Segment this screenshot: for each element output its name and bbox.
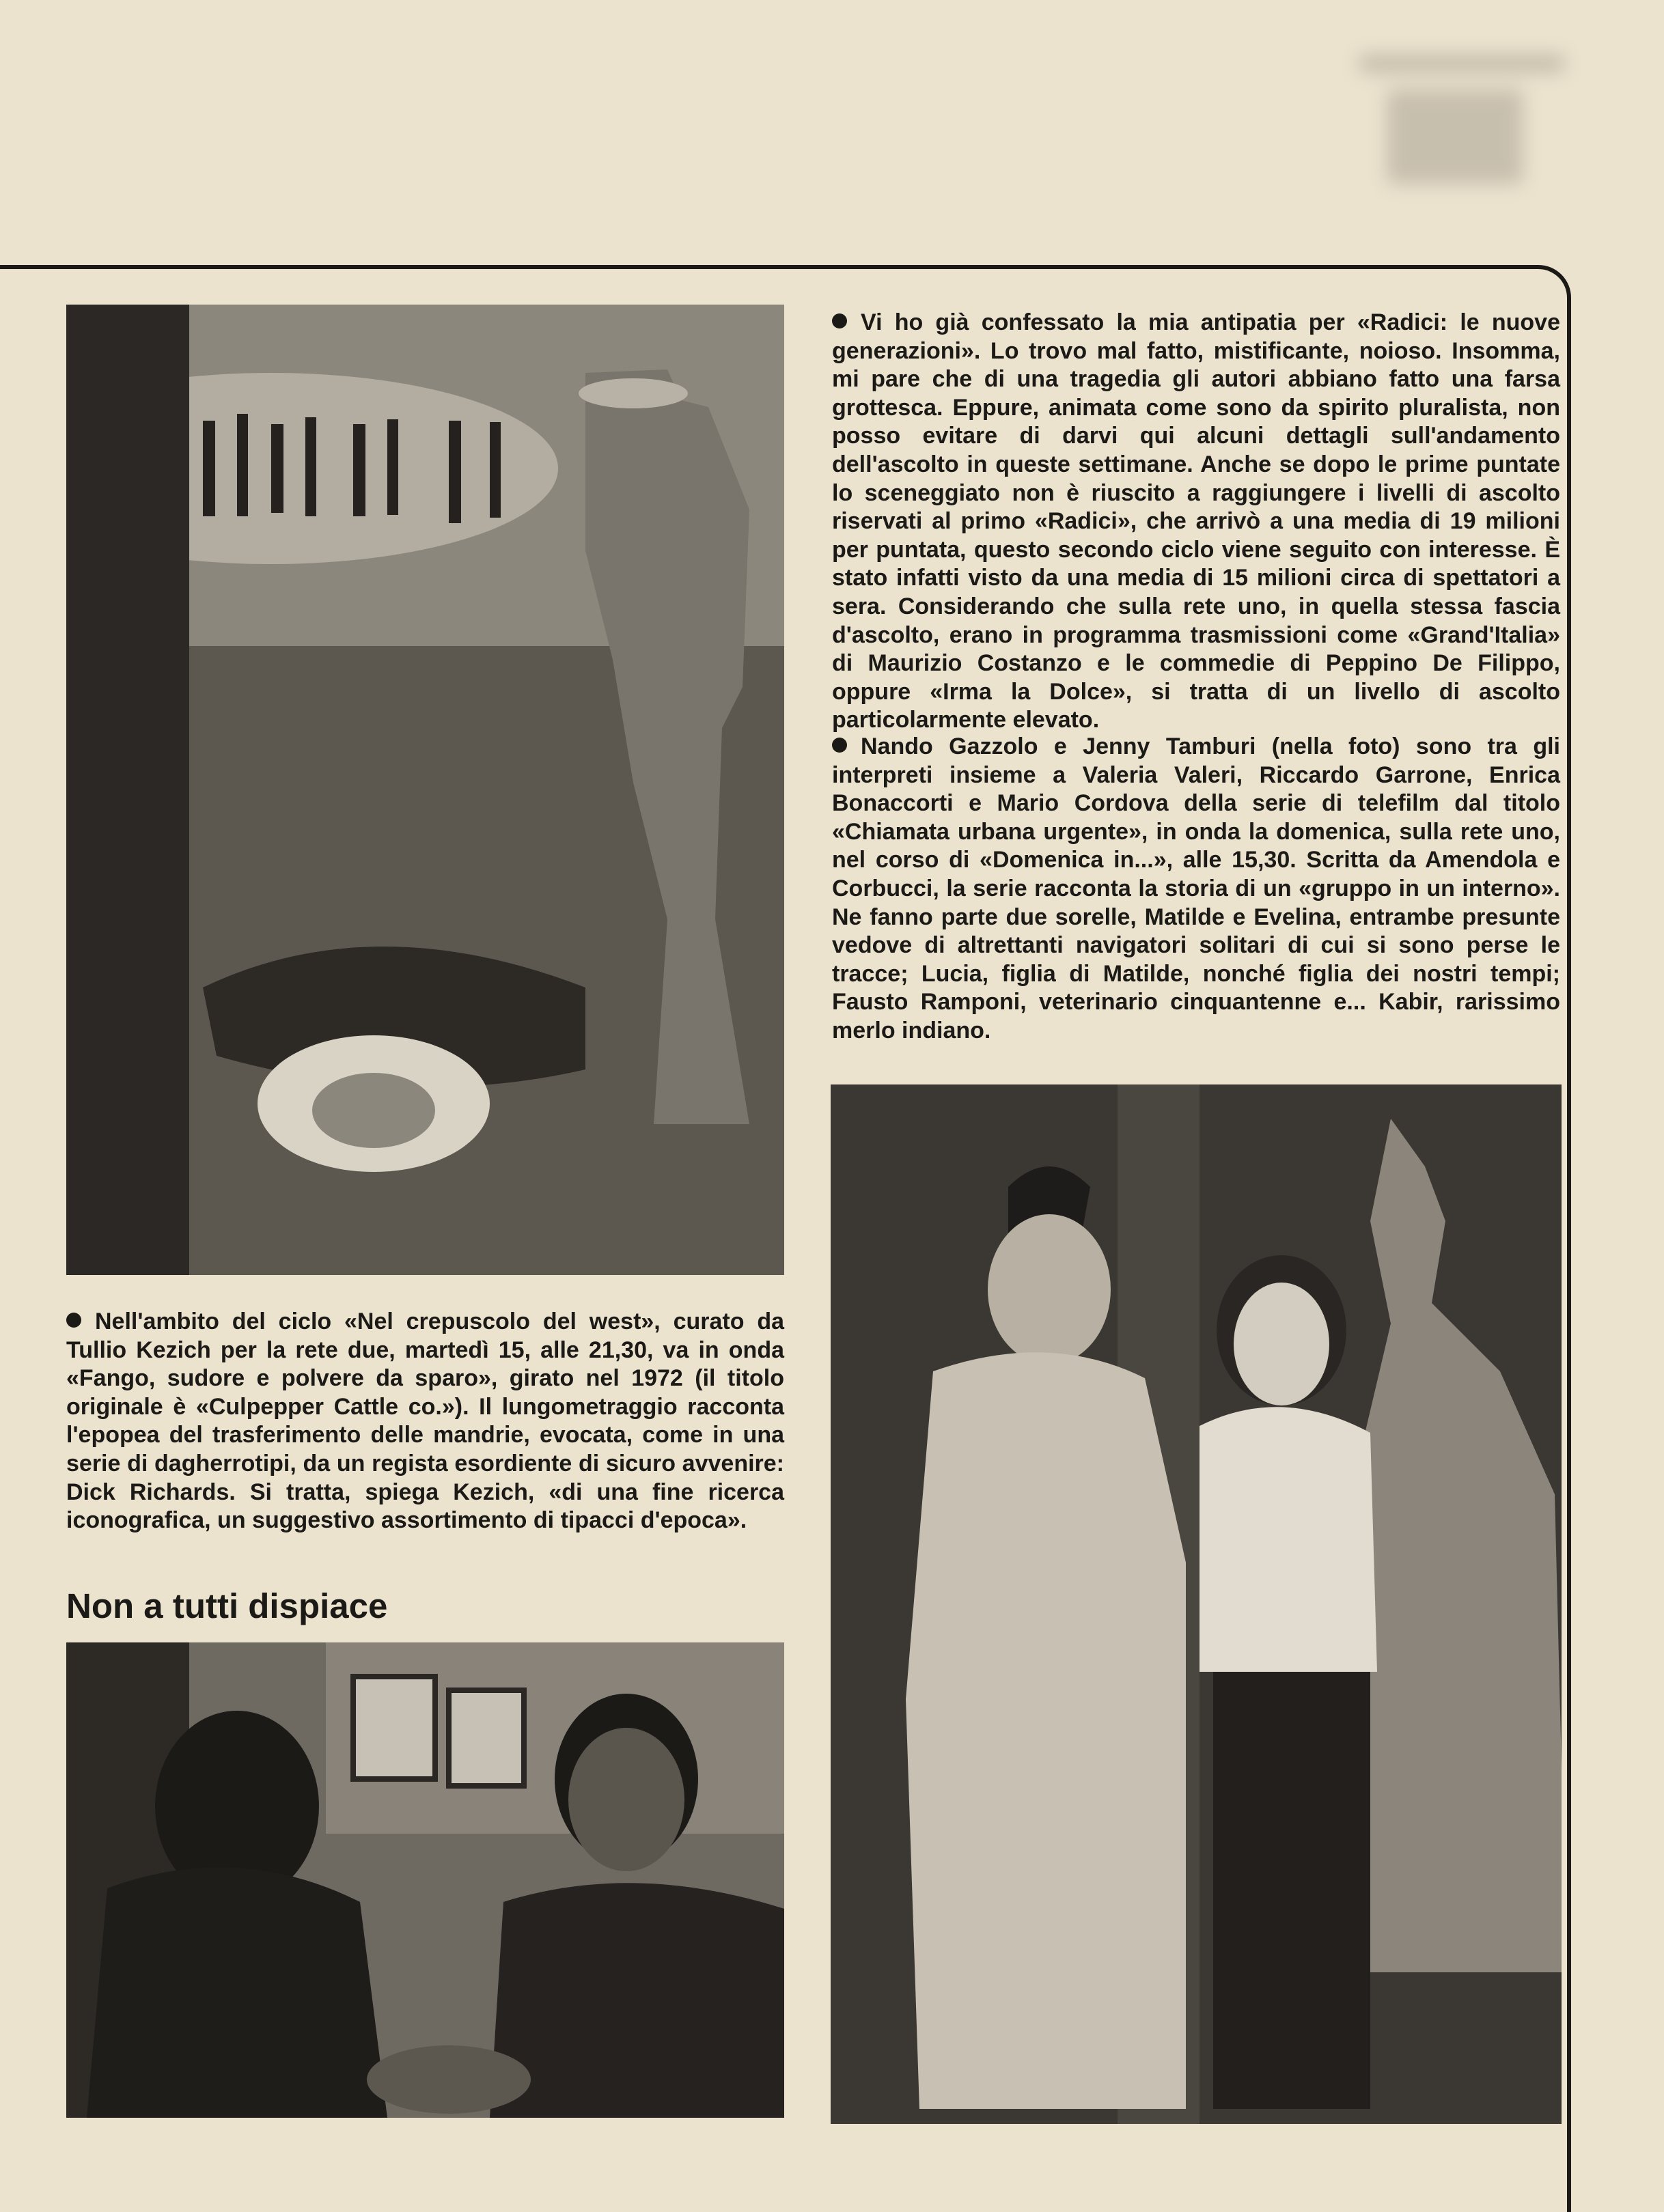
chiamata-urbana-urgente-photo: [831, 1084, 1562, 2124]
radici-scene-photo: [66, 1642, 784, 2118]
article-radici-text: Vi ho già confessato la mia antipatia per «Radici: le nuove generazioni». Lo trovo mal fatto, mistificante, noioso. Insomma, mi pare che di una tragedia gli autori abbiano fatto una farsa grottesca. Eppure, animata come sono da spirito pluralista, non posso evitare di darvi qui alcuni dettagli sull'andamento dell'ascolto in queste settimane. Anche se dopo le prime puntate lo sceneggiato non è riuscito a raggiungere i livelli di ascolto riservati al primo «Radici», che arrivò a una media di 19 milioni per puntata, questo secondo ciclo viene seguito con interesse. È stato infatti visto da una media di 15 milioni circa di spettatori a sera. Considerando che sulla rete uno, in quella stessa fascia d'ascolto, erano in programma trasmissioni come «Grand'Italia» di Maurizio Costanzo e le commedie di Peppino De Filippo, oppure «Irma la Dolce», si tratta di un livello di ascolto particolarmente elevato.: [832, 309, 1560, 733]
article-crepuscolo-west: [66, 1308, 784, 1535]
bullet-dot-icon: [832, 313, 847, 328]
article-crepuscolo-text: Nell'ambito del ciclo «Nel crepuscolo del west», curato da Tullio Kezich per la rete due, martedì 15, alle 21,30, va in onda «Fango, sudore e polvere da sparo», girato nel 1972 (il titolo originale è «Culpepper Cattle co.»). Il lungometraggio racconta l'epopea del trasferimento delle mandrie, evocata, come in una serie di dagherrotipi, da un regista esordiente di sicuro avvenire: Dick Richards. Si tratta, spiega Kezich, «di una fine ricerca iconografica, un suggestivo assortimento di tipacci d'epoca».: [66, 1308, 784, 1534]
bleed-through-shadow: [1359, 14, 1578, 232]
article-radici-ratings: [832, 309, 1560, 735]
bullet-dot-icon: [832, 738, 847, 753]
bullet-dot-icon: [66, 1313, 81, 1328]
section-heading: Non a tutti dispiace: [66, 1586, 388, 1625]
article-chiamata-text: Nando Gazzolo e Jenny Tamburi (nella foto) sono tra gli interpreti insieme a Valeria Valeri, Riccardo Garrone, Enrica Bonaccorti e Mario Cordova della serie di telefilm dal titolo «Chiamata urbana urgente», in onda la domenica, sulla rete uno, nel corso di «Domenica in...», alle 15,30. Scritta da Amendola e Corbucci, la serie racconta la storia di un «gruppo in un interno». Ne fanno parte due sorelle, Matilde e Evelina, entrambe presunte vedove di altrettanti navigatori solitari di cui si sono perse le tracce; Lucia, figlia di Matilde, nonché figlia dei nostri tempi; Fausto Ramponi, veterinario cinquantenne e... Kabir, rarissimo merlo indiano.: [832, 733, 1560, 1044]
article-chiamata-urbana: [832, 733, 1560, 1046]
western-film-still-photo: [66, 305, 784, 1275]
